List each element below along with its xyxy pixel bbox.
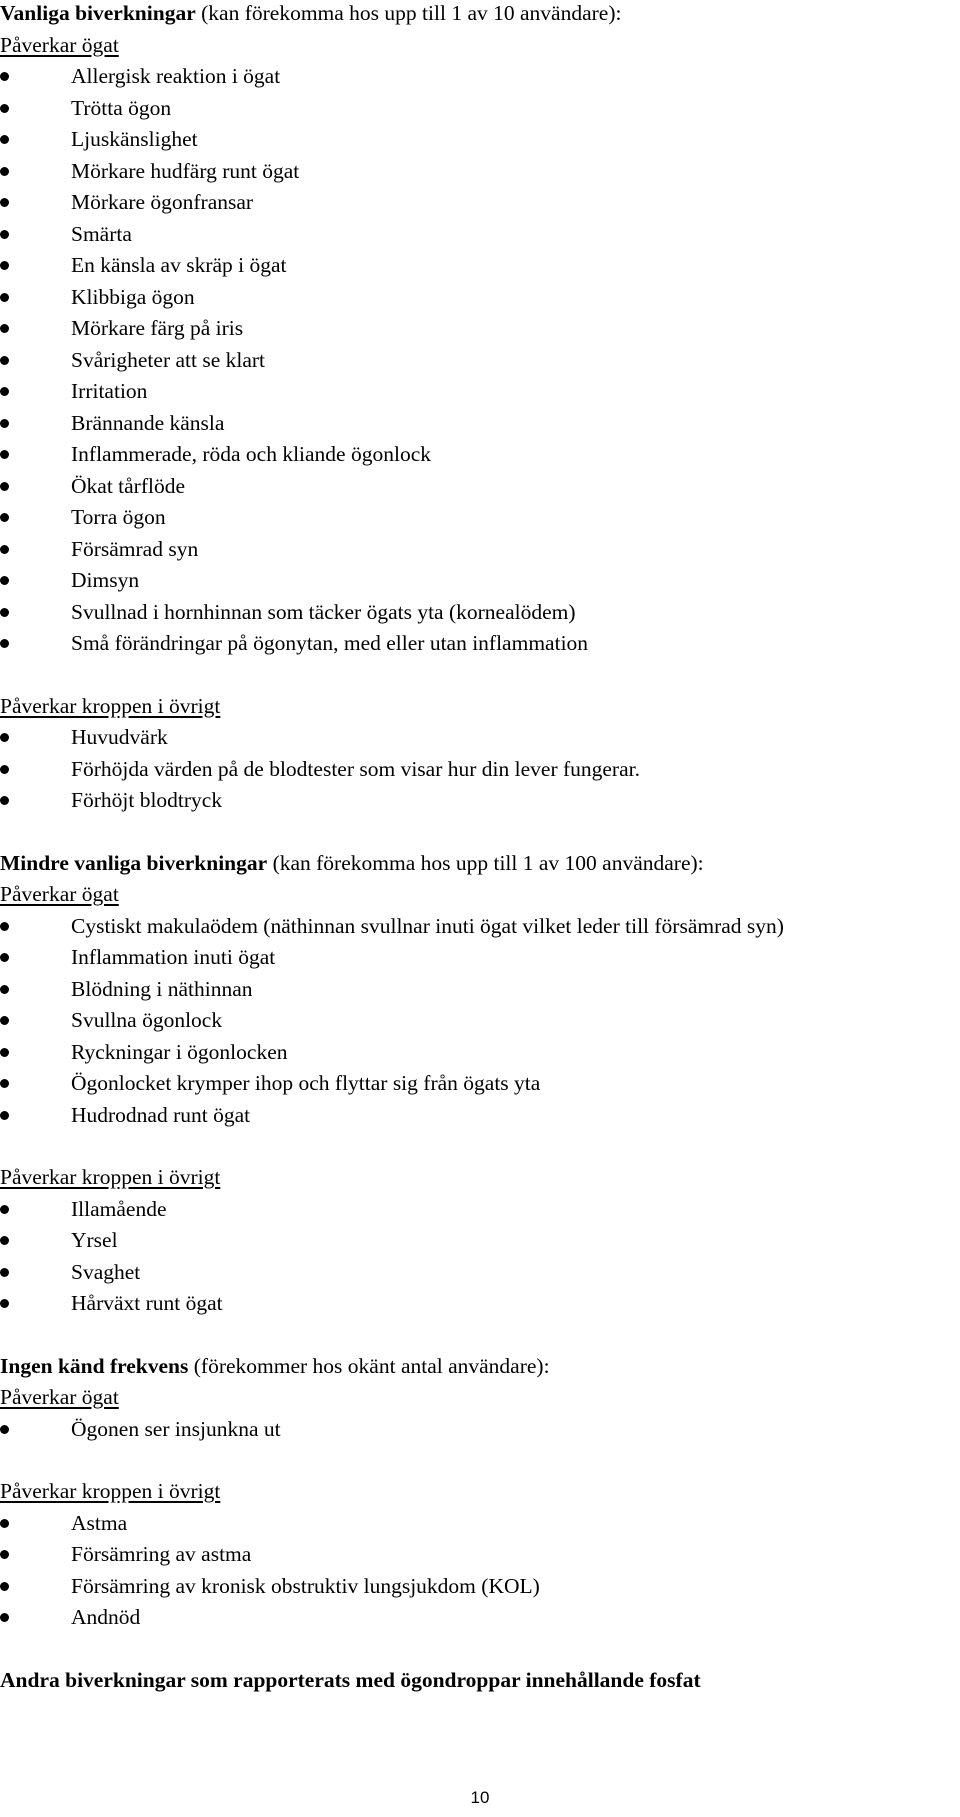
list-item-text: Brännande känsla [71, 410, 225, 435]
eye-subheading: Påverkar ögat [0, 882, 119, 906]
bullet-icon [0, 1299, 9, 1308]
bullet-icon [0, 545, 9, 554]
bullet-icon [0, 261, 9, 270]
list-item-text: Hårväxt runt ögat [71, 1291, 223, 1315]
list-item-text: Blödning i näthinnan [71, 976, 253, 1001]
body-subheading: Påverkar kroppen i övrigt [0, 1479, 221, 1503]
list-item-text: Inflammation inuti ögat [71, 945, 276, 969]
list-item [0, 1196, 960, 1228]
list-item [0, 976, 960, 1008]
bullet-icon [0, 1205, 9, 1214]
bullet-icon [0, 135, 9, 144]
list-item [0, 126, 960, 158]
body-subheading: Påverkar kroppen i övrigt [0, 693, 221, 718]
list-item [0, 1510, 960, 1542]
heading-bold: Andra biverkningar som rapporterats med ögondroppar innehållande fosfat [0, 1667, 701, 1692]
list-item-text: Ryckningar i ögonlocken [71, 1039, 288, 1064]
bullet-icon [0, 198, 9, 207]
list-item-text: Hudrodnad runt ögat [71, 1102, 251, 1127]
bullet-icon [0, 1582, 9, 1591]
heading-rest: (kan förekomma hos upp till 1 av 10 användare): [195, 1, 622, 25]
bullet-icon [0, 765, 9, 774]
list-item-text: Cystiskt makulaödem (näthinnan svullnar inuti ögat vilket leder till försämrad syn) [71, 913, 784, 938]
bullet-icon [0, 450, 9, 459]
list-item-text: Ögonlocket krymper ihop och flyttar sig från ögats yta [71, 1071, 541, 1095]
bullet-icon [0, 482, 9, 491]
bullet-icon [0, 104, 9, 113]
list-item [0, 1227, 960, 1259]
list-item [0, 1541, 960, 1573]
list-item-text: Trötta ögon [71, 95, 172, 120]
list-item [0, 284, 960, 316]
section-other-reported [0, 1667, 960, 1699]
list-item [0, 63, 960, 95]
list-item [0, 1039, 960, 1071]
bullet-icon [0, 324, 9, 333]
list-item-text: Ljuskänslighet [71, 127, 198, 151]
bullet-icon [0, 167, 9, 176]
bullet-icon [0, 1268, 9, 1277]
list-item [0, 1573, 960, 1605]
list-item [0, 756, 960, 788]
list-item [0, 944, 960, 976]
list-item-text: Små förändringar på ögonytan, med eller utan inflammation [71, 631, 589, 655]
heading-rest: (kan förekomma hos upp till 1 av 100 användare): [267, 850, 704, 875]
list-item [0, 787, 960, 819]
section-common-side-effects [0, 0, 960, 850]
bullet-icon [0, 1236, 9, 1245]
section-heading [0, 850, 960, 882]
list-item [0, 1070, 960, 1102]
bullet-icon [0, 796, 9, 805]
body-subheading: Påverkar kroppen i övrigt [0, 1165, 221, 1189]
list-item [0, 378, 960, 410]
bullet-icon [0, 733, 9, 742]
list-item [0, 473, 960, 505]
bullet-icon [0, 1550, 9, 1559]
bullet-icon [0, 922, 9, 931]
list-item [0, 315, 960, 347]
bullet-icon [0, 1016, 9, 1025]
bullet-icon [0, 1079, 9, 1088]
list-item-text: Klibbiga ögon [71, 284, 195, 309]
list-item-text: Svårigheter att se klart [71, 347, 266, 372]
list-item [0, 158, 960, 190]
bullet-icon [0, 419, 9, 428]
list-item [0, 410, 960, 442]
bullet-icon [0, 639, 9, 648]
bullet-icon [0, 513, 9, 522]
list-item-text: Förhöjt blodtryck [71, 788, 223, 812]
heading-bold: Ingen känd frekvens [0, 1353, 189, 1378]
list-item-text: Irritation [71, 379, 148, 403]
bullet-icon [0, 953, 9, 962]
list-item-text: Mörkare färg på iris [71, 316, 244, 340]
list-item [0, 1102, 960, 1134]
body-effects-list [0, 1510, 960, 1636]
list-item-text: Yrsel [71, 1228, 118, 1252]
list-item-text: En känsla av skräp i ögat [71, 253, 287, 277]
bullet-icon [0, 608, 9, 617]
list-item [0, 1416, 960, 1448]
list-item-text: Andnöd [71, 1605, 141, 1629]
list-item [0, 567, 960, 599]
list-item-text: Mörkare hudfärg runt ögat [71, 158, 300, 183]
list-item [0, 630, 960, 662]
bullet-icon [0, 387, 9, 396]
list-item [0, 504, 960, 536]
list-item [0, 724, 960, 756]
list-item-text: Astma [71, 1510, 128, 1535]
bullet-icon [0, 985, 9, 994]
bullet-icon [0, 1519, 9, 1528]
list-item-text: Förhöjda värden på de blodtester som visar hur din lever fungerar. [71, 756, 640, 781]
list-item [0, 1604, 960, 1636]
section-heading [0, 0, 960, 32]
section-unknown-frequency [0, 1353, 960, 1667]
heading-bold: Mindre vanliga biverkningar [0, 850, 268, 875]
eye-subheading: Påverkar ögat [0, 1385, 119, 1409]
bullet-icon [0, 1048, 9, 1057]
bullet-icon [0, 230, 9, 239]
list-item [0, 221, 960, 253]
list-item-text: Svullna ögonlock [71, 1008, 223, 1032]
list-item [0, 1290, 960, 1322]
list-item-text: Försämring av astma [71, 1542, 252, 1566]
bullet-icon [0, 1425, 9, 1434]
heading-rest: (förekommer hos okänt antal användare): [188, 1353, 550, 1378]
section-heading [0, 1353, 960, 1385]
bullet-icon [0, 293, 9, 302]
list-item-text: Dimsyn [71, 568, 140, 592]
section-heading [0, 1667, 960, 1699]
list-item-text: Torra ögon [71, 505, 166, 529]
bullet-icon [0, 1111, 9, 1120]
body-effects-list [0, 1196, 960, 1322]
list-item [0, 347, 960, 379]
list-item-text: Ökat tårflöde [71, 473, 186, 498]
heading-bold: Vanliga biverkningar [0, 1, 196, 25]
list-item-text: Allergisk reaktion i ögat [71, 64, 281, 88]
list-item-text: Huvudvärk [71, 725, 168, 749]
eye-effects-list [0, 1416, 960, 1448]
list-item-text: Mörkare ögonfransar [71, 190, 254, 214]
list-item [0, 913, 960, 945]
page-number: 10 [470, 1788, 490, 1807]
list-item [0, 441, 960, 473]
eye-effects-list [0, 63, 960, 662]
bullet-icon [0, 356, 9, 365]
bullet-icon [0, 576, 9, 585]
bullet-icon [0, 1613, 9, 1622]
section-uncommon-side-effects [0, 850, 960, 1353]
list-item [0, 599, 960, 631]
list-item-text: Inflammerade, röda och kliande ögonlock [71, 442, 431, 466]
list-item [0, 1007, 960, 1039]
list-item-text: Svullnad i hornhinnan som täcker ögats yta (kornealödem) [71, 599, 576, 624]
list-item-text: Smärta [71, 221, 132, 246]
eye-effects-list [0, 913, 960, 1134]
bullet-icon [0, 72, 9, 81]
list-item-text: Ögonen ser insjunkna ut [71, 1416, 281, 1441]
list-item-text: Illamående [71, 1196, 167, 1221]
list-item-text: Försämring av kronisk obstruktiv lungsjukdom (KOL) [71, 1573, 540, 1598]
list-item [0, 1259, 960, 1291]
list-item [0, 95, 960, 127]
list-item-text: Försämrad syn [71, 536, 199, 561]
list-item-text: Svaghet [71, 1259, 141, 1284]
body-effects-list [0, 724, 960, 819]
list-item [0, 252, 960, 284]
eye-subheading: Påverkar ögat [0, 32, 119, 57]
list-item [0, 536, 960, 568]
list-item [0, 189, 960, 221]
